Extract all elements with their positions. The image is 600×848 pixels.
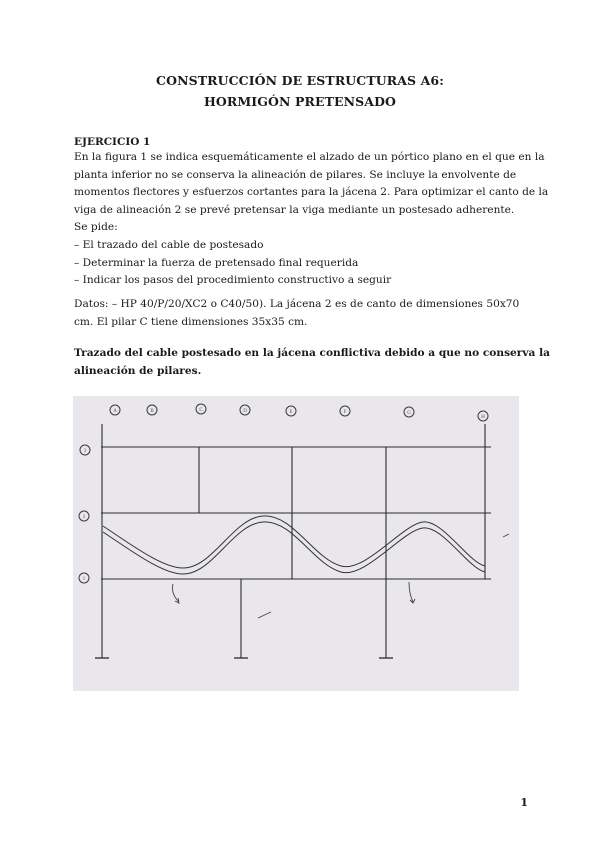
datos-line: Datos: – HP 40/P/20/XC2 o C40/50). La jácena 2 es de canto de dimensiones 50x70 [74,298,520,310]
datos-line: cm. El pilar C tiene dimensiones 35x35 cm. [74,315,308,328]
sketch-figure [73,396,519,691]
caption-line: alineación de pilares. [74,364,202,377]
exercise-heading: EJERCICIO 1 [74,136,151,148]
level-label: 1 [82,577,86,582]
column-label: E [289,410,293,415]
request-item: – El trazado del cable de postesado [74,238,264,251]
level-marks [79,445,90,583]
column-label: A [113,409,117,414]
column-label: H [481,415,485,420]
title-line-1: CONSTRUCCIÓN DE ESTRUCTURAS A6: [156,73,444,88]
portico-sketch [73,396,519,691]
figure-caption [74,345,550,380]
column-label: D [243,409,247,414]
column-label: B [150,409,154,414]
column-label: F [343,410,347,415]
statement-line: momentos flectores y esfuerzos cortantes para la jácena 2. Para optimizar el canto de la [74,186,549,199]
statement-line: viga de alineación 2 se prevé pretensar la viga mediante un postesado adherente. [74,203,515,216]
title-line-2: HORMIGÓN PRETENSADO [203,94,397,109]
prestress-cable [103,516,485,574]
request-item: – Determinar la fuerza de pretensado final requerida [74,256,359,269]
statement-line: En la figura 1 se indica esquemáticamente el alzado de un pórtico plano en el que en la [74,151,545,163]
column-marks [110,404,488,421]
column-label: G [407,411,411,416]
column-label: C [199,408,203,413]
statement-line: planta inferior no se conserva la alineación de pilares. Se incluye la envolvente de [74,168,517,181]
caption-line: Trazado del cable postesado en la jácena conflictiva debido a que no conserva la [74,347,550,359]
page-number: 1 [520,796,528,809]
request-item: – Indicar los pasos del procedimiento constructivo a seguir [74,274,392,287]
exercise-statement [74,149,549,290]
level-label: 3 [83,449,87,454]
annotation-arrows [172,534,509,618]
datos-paragraph [74,296,534,331]
statement-line: Se pide: [74,221,118,234]
level-label: 2 [82,515,86,520]
